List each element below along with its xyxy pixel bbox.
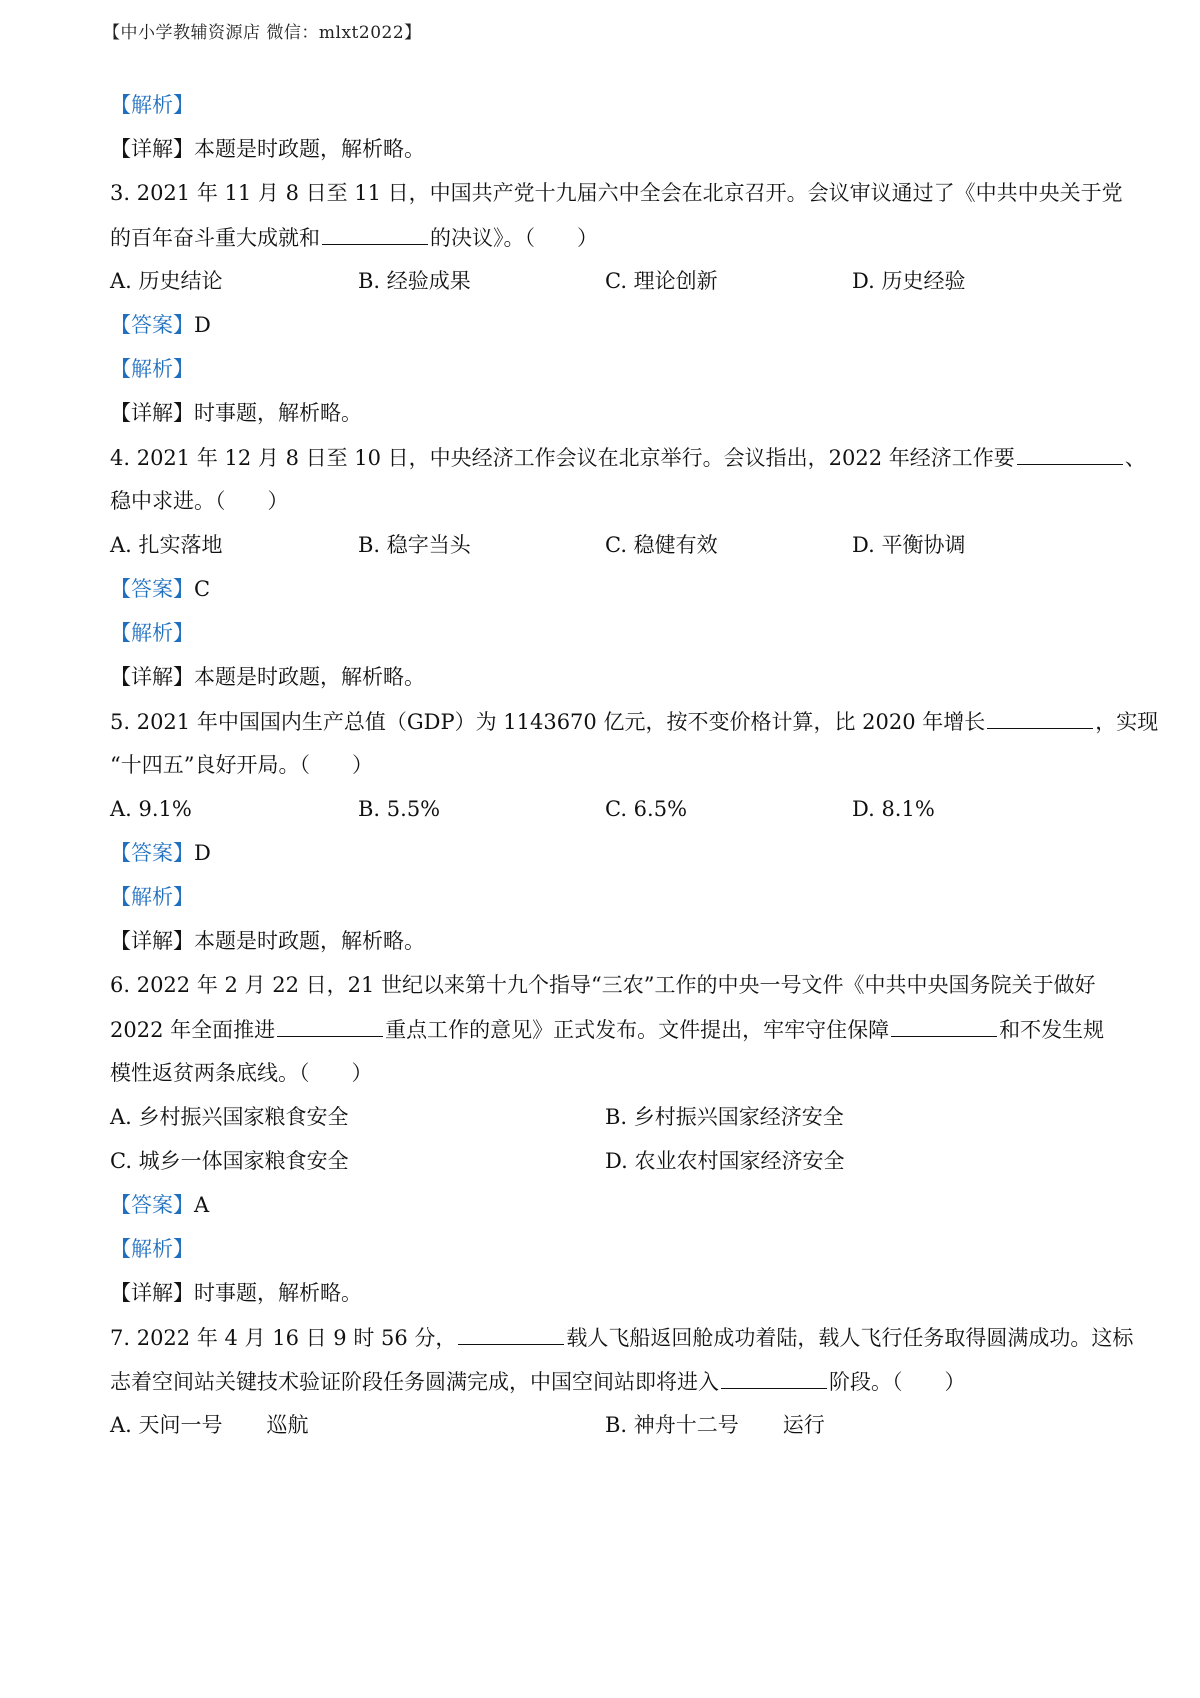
xiangjie-text: 本题是时政题，解析略。 (194, 137, 425, 161)
answer-blank (891, 1014, 997, 1037)
question-7-line-2 (110, 1366, 966, 1397)
answer-blank (721, 1366, 827, 1389)
q5-xiangjie-line (110, 926, 425, 956)
question-6-line-3: 模性返贫两条底线。（ ） (110, 1061, 373, 1085)
q7-text-c: 志着空间站关键技术验证阶段任务圆满完成，中国空间站即将进入 (110, 1370, 719, 1394)
xiangjie-label: 【详解】 (110, 665, 194, 689)
question-5-line-2: “十四五”良好开局。（ ） (110, 753, 373, 777)
q5-jiexi-label: 【解析】 (110, 885, 194, 909)
q5-option-c: C. 6.5% (605, 797, 688, 821)
xiangjie-label: 【详解】 (110, 137, 194, 161)
answer-blank (458, 1322, 564, 1345)
q6-xiangjie-line (110, 1278, 362, 1308)
jiexi-label: 【解析】 (110, 93, 194, 117)
q4-option-b: B. 稳字当头 (358, 533, 471, 557)
q7-text-b: 载人飞船返回舱成功着陆，载人飞行任务取得圆满成功。这标 (566, 1326, 1134, 1350)
q5-option-a: A. 9.1% (110, 797, 192, 821)
question-6-line-1: 6. 2022 年 2 月 22 日，21 世纪以来第十九个指导“三农”工作的中央一号文件《中共中央国务院关于做好 (110, 973, 1096, 997)
question-4-line-1 (110, 442, 1146, 473)
q7-option-a-stage: 巡航 (266, 1413, 309, 1437)
answer-label: 【答案】 (110, 1193, 194, 1217)
answer-blank (987, 706, 1093, 729)
q7-option-a-main: A. 天问一号 (110, 1413, 223, 1437)
q5-option-b: B. 5.5% (358, 797, 441, 821)
q4-jiexi-label: 【解析】 (110, 621, 194, 645)
q4-option-a: A. 扎实落地 (110, 533, 223, 557)
q6-option-d: D. 农业农村国家经济安全 (605, 1149, 845, 1173)
question-4-line-2: 稳中求进。（ ） (110, 489, 289, 513)
q5-text-b: ，实现 (1095, 710, 1159, 734)
q7-option-b (605, 1410, 825, 1440)
q4-text-b: 、 (1124, 446, 1146, 470)
question-5-line-1 (110, 706, 1158, 737)
question-7-line-1 (110, 1322, 1133, 1353)
q4-option-d: D. 平衡协调 (852, 533, 966, 557)
answer-blank (322, 222, 428, 245)
q4-xiangjie-line (110, 662, 425, 692)
xiangjie-line (110, 134, 425, 164)
question-3-line-2 (110, 222, 598, 253)
q4-option-c: C. 稳健有效 (605, 533, 718, 557)
watermark-header: 【中小学教辅资源店 微信：mlxt2022】 (103, 23, 422, 43)
q6-text-c: 和不发生规 (999, 1018, 1105, 1042)
q7-option-a (110, 1410, 309, 1440)
q4-xiangjie-text: 本题是时政题，解析略。 (194, 665, 425, 689)
q6-option-a: A. 乡村振兴国家粮食安全 (110, 1105, 349, 1129)
q6-text-b: 重点工作的意见》正式发布。文件提出，牢牢守住保障 (385, 1018, 890, 1042)
q3-option-a: A. 历史结论 (110, 269, 223, 293)
q6-jiexi-label: 【解析】 (110, 1237, 194, 1261)
answer-blank (1017, 442, 1123, 465)
q3-xiangjie-line (110, 398, 362, 428)
q3-option-c: C. 理论创新 (605, 269, 718, 293)
q7-option-b-main: B. 神舟十二号 (605, 1413, 739, 1437)
q5-option-d: D. 8.1% (852, 797, 935, 821)
xiangjie-label: 【详解】 (110, 401, 194, 425)
q6-option-b: B. 乡村振兴国家经济安全 (605, 1105, 844, 1129)
q3-text-a: 的百年奋斗重大成就和 (110, 226, 320, 250)
question-6-line-2 (110, 1014, 1104, 1045)
answer-blank (277, 1014, 383, 1037)
xiangjie-label: 【详解】 (110, 929, 194, 953)
q7-option-b-stage: 运行 (782, 1413, 825, 1437)
q6-option-c: C. 城乡一体国家粮食安全 (110, 1149, 349, 1173)
q6-answer: A (194, 1193, 210, 1217)
xiangjie-label: 【详解】 (110, 1281, 194, 1305)
q5-xiangjie-text: 本题是时政题，解析略。 (194, 929, 425, 953)
q4-answer: C (194, 577, 211, 601)
q6-xiangjie-text: 时事题，解析略。 (194, 1281, 362, 1305)
q5-text-a: 5. 2021 年中国国内生产总值（GDP）为 1143670 亿元，按不变价格计算，比 2020 年增长 (110, 710, 986, 734)
answer-label: 【答案】 (110, 841, 194, 865)
q5-answer-line (110, 838, 211, 868)
q4-answer-line (110, 574, 210, 604)
q3-answer-line (110, 310, 211, 340)
q7-text-a: 7. 2022 年 4 月 16 日 9 时 56 分， (110, 1326, 457, 1350)
q3-text-b: 的决议》。（ ） (430, 226, 598, 250)
question-3-line-1: 3. 2021 年 11 月 8 日至 11 日，中国共产党十九届六中全会在北京召开。会议审议通过了《中共中央关于党 (110, 181, 1123, 205)
q4-text-a: 4. 2021 年 12 月 8 日至 10 日，中央经济工作会议在北京举行。会议指出，2022 年经济工作要 (110, 446, 1015, 470)
q3-jiexi-label: 【解析】 (110, 357, 194, 381)
answer-label: 【答案】 (110, 313, 194, 337)
q7-text-d: 阶段。（ ） (829, 1370, 966, 1394)
q3-xiangjie-text: 时事题，解析略。 (194, 401, 362, 425)
q3-option-d: D. 历史经验 (852, 269, 966, 293)
answer-label: 【答案】 (110, 577, 194, 601)
q6-answer-line (110, 1190, 209, 1220)
q3-option-b: B. 经验成果 (358, 269, 471, 293)
q3-answer: D (194, 313, 211, 337)
q5-answer: D (194, 841, 211, 865)
q6-text-a: 2022 年全面推进 (110, 1018, 276, 1042)
